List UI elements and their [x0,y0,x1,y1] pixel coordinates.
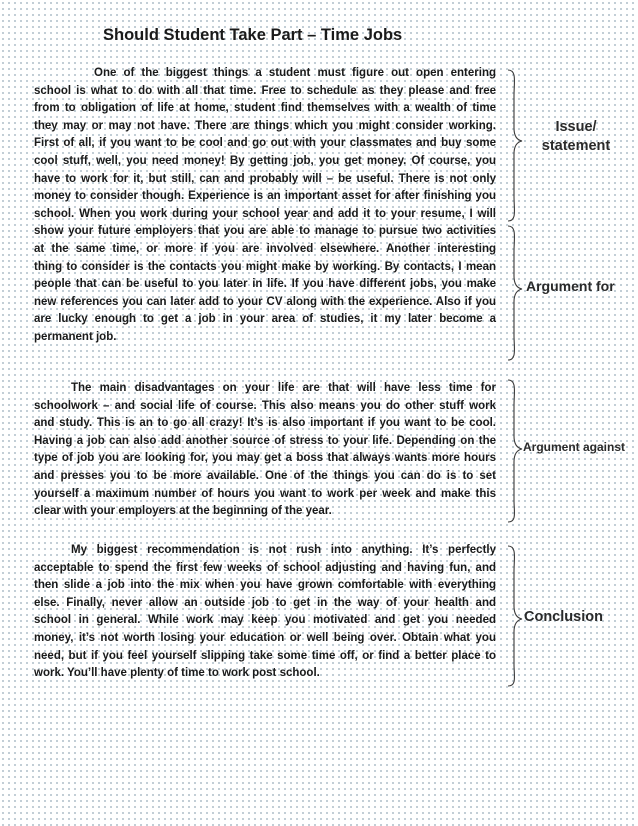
label-issue-statement [532,118,620,156]
paragraph-line: First of all, if you want to be cool and go out with your classmates and buy some [34,137,496,150]
paragraph-line: school is what to do with all that time. Free to schedule as they please and free [34,84,496,97]
paragraph-line: then slide a job into the mix when you have grown comfortable with everything [34,579,496,592]
paragraph-line: money, it’s not worth losing your education or well being over. Obtain what you [34,631,496,644]
paragraph-line: need, but if you feel yourself slipping take some time off, or find a better place to [34,649,496,662]
paragraph-line: school. When you work during your school year and add it to your resume, I will [34,207,496,220]
paragraph-line: acceptable to spend the first few weeks of school adjusting and having fun, and [34,561,496,574]
paragraph-line: work. You’ll have plenty of time to work post school. [34,667,320,680]
paragraph-line: The main disadvantages on your life are that will have less time for [71,382,496,394]
label-issue-line2: statement [541,138,611,154]
essay-title: Should Student Take Part – Time Jobs [103,26,403,44]
paragraph-line: and study. This is an to go all crazy! It’s is also important if you want to be cool. [34,417,496,430]
bracket-issue [508,70,522,221]
paragraph-line: are lucky enough to get a job in your area of studies, it my later become a [34,313,496,326]
paragraph-line: school in general. While work may keep you motivated and get you needed [34,614,496,627]
paragraph-line: My biggest recommendation is not rush into anything. It’s perfectly [71,544,496,556]
bracket-argument-for [508,226,522,360]
paragraph-line: at the same time, or more if you are involved elsewhere. Another interesting [34,242,496,255]
paragraph-line: Having a job can also add another source of stress to your life. Depending on the [34,434,496,447]
label-conclusion: Conclusion [524,609,603,625]
bracket-argument-against [508,380,522,522]
paragraph-line: people that can be useful to you later in life. If you have different jobs, you make [34,278,496,291]
bracket-conclusion [508,546,522,686]
paragraph-line: have to work for it, but still, can and probably will – be useful. There is not only [34,172,496,185]
paragraph-line: One of the biggest things a student must figure out open entering [94,67,496,79]
paragraph-line: clear with your employers at the beginning of the year. [34,505,332,518]
paragraph-line: type of job you are looking for, you may get a boss that always wants more hours [34,452,496,465]
paragraph-line: from to obligation of life at home, student find themselves with a wealth of time [34,102,496,115]
paragraph-line: yourself a maximum number of hours you want to work per week and make this [34,487,496,500]
paragraph-line: cool stuff, well, you need money! By getting job, you get money. Of course, you [34,154,496,167]
paragraph-line: new references you can later add to your CV along with the experience. Also if you [34,295,496,308]
label-argument-for: Argument for [526,278,615,294]
label-issue-line1: Issue/ [555,119,597,135]
paragraph-line: schoolwork – and social life of course. This also means you do other stuff work [34,399,496,412]
paragraph-line: thing to consider is the contacts you might make by working. By contacts, I mean [34,260,496,273]
paragraph-line: money to consider though. Experience is an important asset for after finishing you [34,190,496,203]
paragraph-line: else. Finally, never allow an outside job to get in the way of your health and [34,596,496,609]
label-argument-against: Argument against [523,440,626,454]
paragraph-line: and presses you to be more available. One of the things you can do is to set [34,469,496,482]
paragraph-line: they may or may not have. There are things which you might consider working. [34,119,496,132]
paragraph-line: show your future employers that you are able to manage to pursue two activities [34,225,496,238]
paragraph-line: permanent job. [34,330,117,343]
